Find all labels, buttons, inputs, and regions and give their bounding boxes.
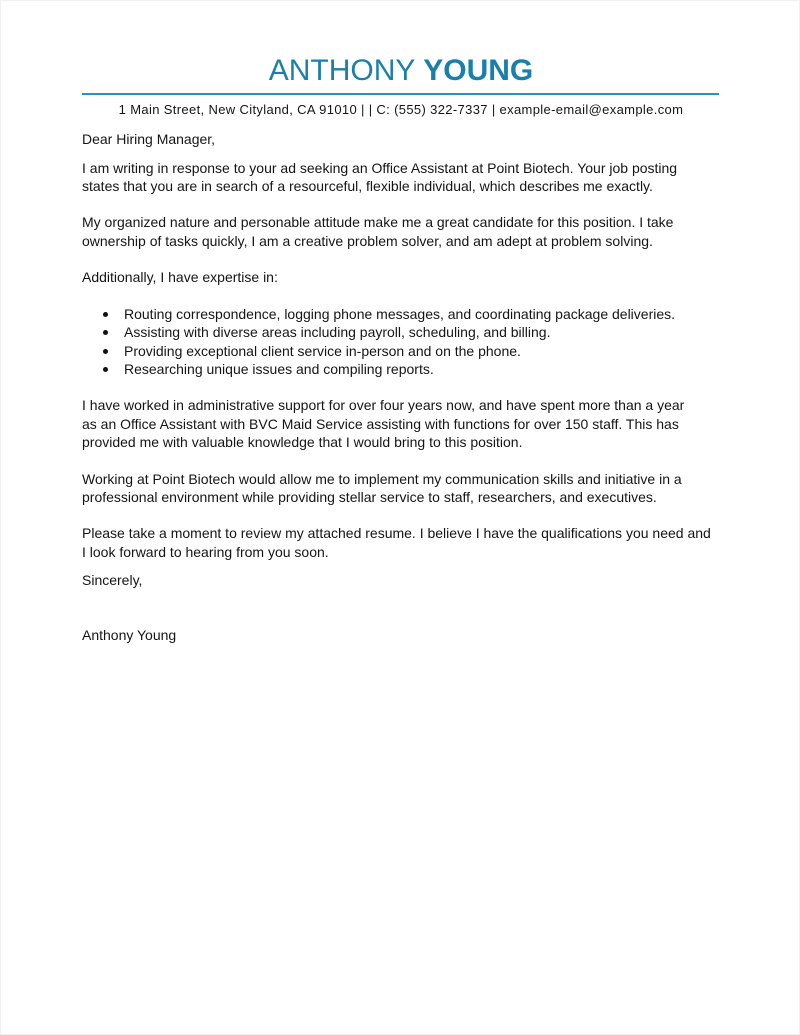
greeting: Dear Hiring Manager, — [82, 130, 216, 147]
first-name: ANTHONY — [268, 54, 415, 87]
paragraph-line: My organized nature and personable attitude make me a great candidate for this position. I take — [82, 214, 674, 231]
list-item — [82, 360, 782, 379]
paragraph-line: states that you are in search of a resourceful, flexible individual, which describes me exactly. — [82, 178, 653, 195]
paragraph-line: Additionally, I have expertise in: — [82, 269, 278, 286]
contact-line: 1 Main Street, New Cityland, CA 91010 | | C: (555) 322-7337 | example-email@example.com — [118, 102, 684, 117]
bullet-icon — [103, 312, 108, 317]
list-item-text: Assisting with diverse areas including payroll, scheduling, and billing. — [124, 324, 551, 341]
expertise-list — [82, 305, 782, 379]
list-item — [82, 323, 782, 342]
paragraph-line: Please take a moment to review my attached resume. I believe I have the qualifications you need and — [82, 525, 711, 542]
paragraph-line: I am writing in response to your ad seeking an Office Assistant at Point Biotech. Your job posting — [82, 159, 678, 176]
paragraph-line: ownership of tasks quickly, I am a creative problem solver, and am adept at problem solving. — [82, 232, 653, 249]
closing-paragraph — [82, 524, 782, 561]
qualities-paragraph — [82, 213, 782, 250]
last-name: YOUNG — [423, 54, 534, 87]
applicant-name-heading — [1, 53, 800, 89]
intro-paragraph — [82, 159, 782, 196]
letter-body — [82, 130, 782, 645]
list-item — [82, 305, 782, 324]
paragraph-line: professional environment while providing stellar service to staff, researchers, and executives. — [82, 489, 657, 506]
list-item — [82, 342, 782, 361]
bullet-icon — [103, 349, 108, 354]
list-item-text: Routing correspondence, logging phone messages, and coordinating package deliveries. — [124, 305, 676, 322]
motivation-paragraph — [82, 470, 782, 507]
signature-name: Anthony Young — [82, 626, 177, 643]
list-item-text: Providing exceptional client service in-person and on the phone. — [124, 342, 521, 359]
list-item-text: Researching unique issues and compiling reports. — [124, 361, 434, 378]
experience-paragraph — [82, 396, 782, 452]
header-divider — [82, 93, 719, 95]
paragraph-line: I look forward to hearing from you soon. — [82, 543, 329, 560]
signoff: Sincerely, — [82, 571, 143, 588]
paragraph-line: I have worked in administrative support for over four years now, and have spent more than a year — [82, 397, 685, 414]
bullet-icon — [103, 367, 108, 372]
expertise-intro — [82, 268, 782, 287]
paragraph-line: as an Office Assistant with BVC Maid Service assisting with functions for over 150 staff. This has — [82, 415, 679, 432]
paragraph-line: provided me with valuable knowledge that I would bring to this position. — [82, 434, 523, 451]
paragraph-line: Working at Point Biotech would allow me to implement my communication skills and initiative in a — [82, 470, 682, 487]
bullet-icon — [103, 330, 108, 335]
